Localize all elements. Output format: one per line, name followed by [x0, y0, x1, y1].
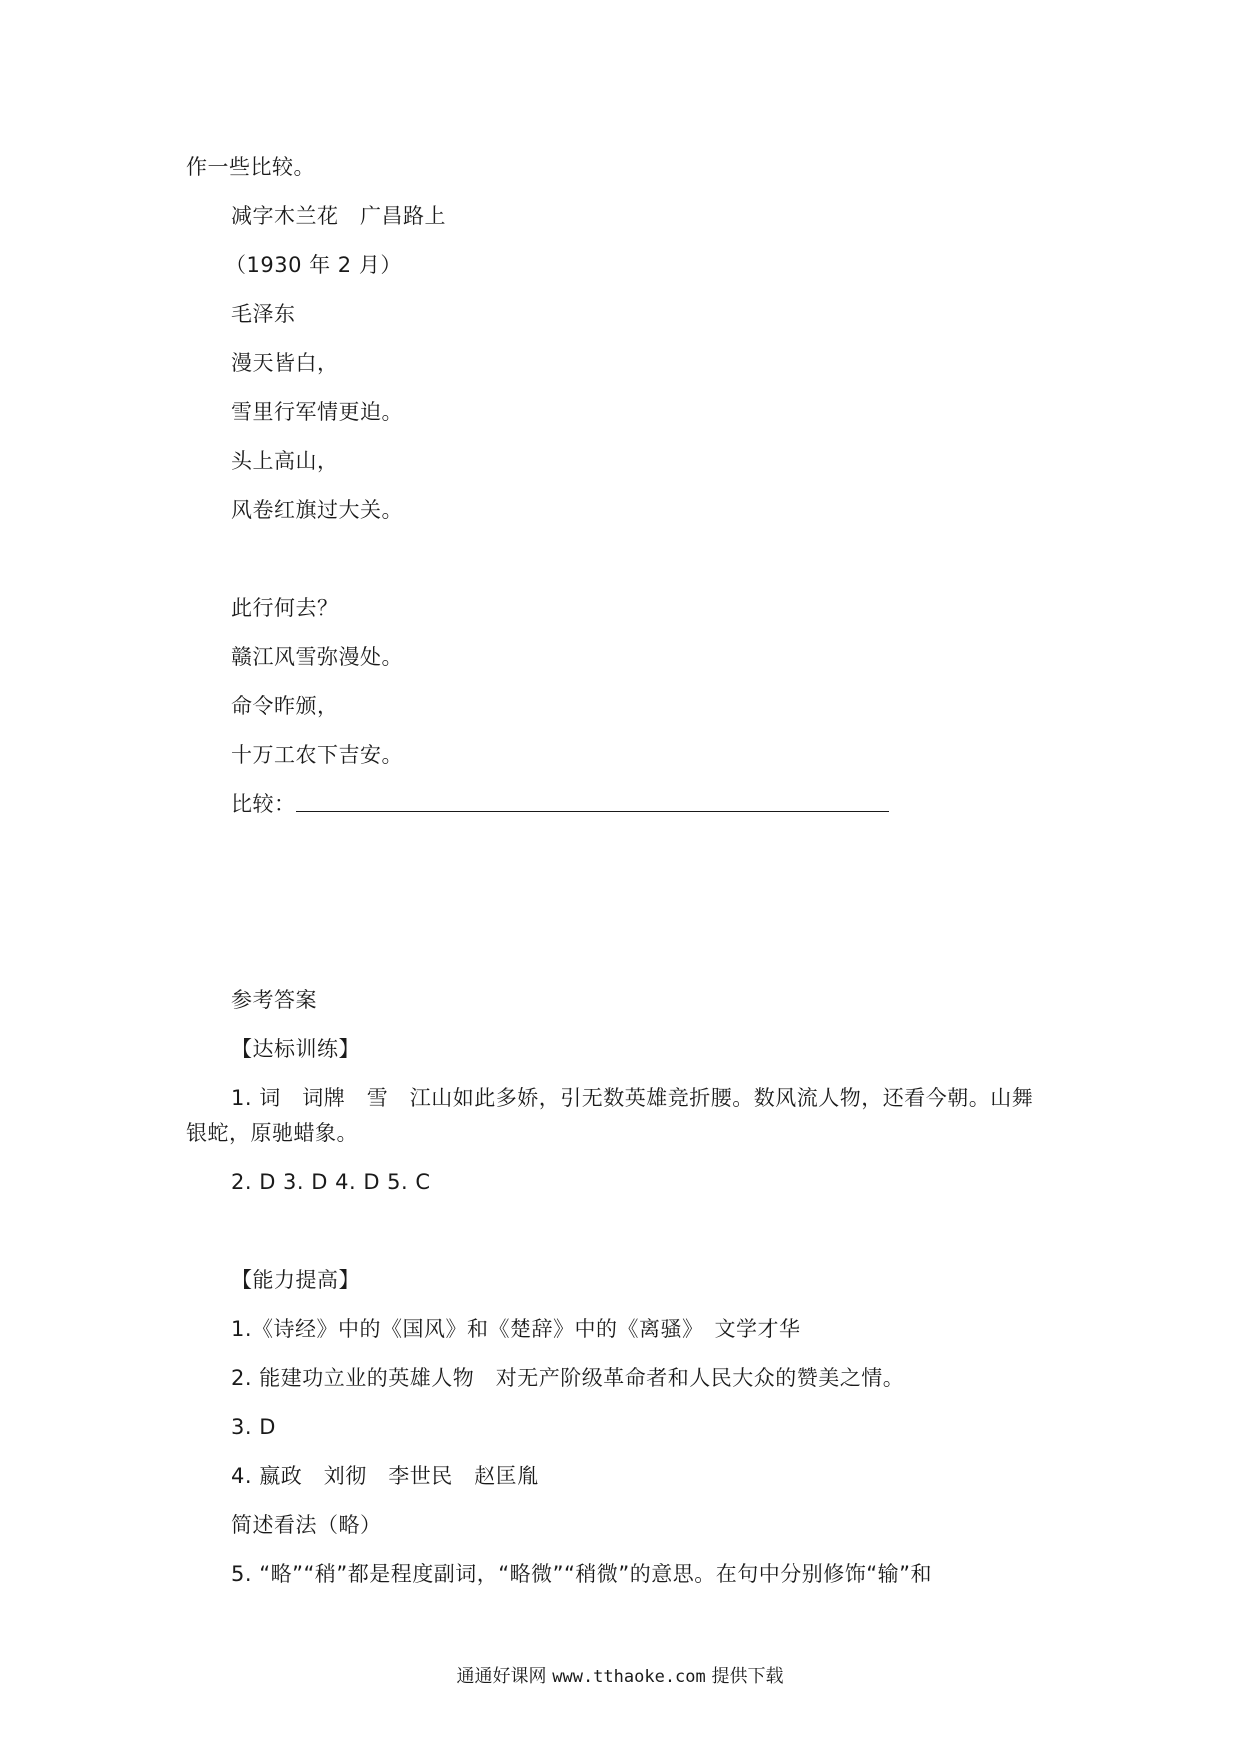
- compare-answer-blank: [296, 811, 889, 812]
- poem-line: 十万工农下吉安。: [231, 743, 403, 767]
- page-footer: [0, 1664, 1240, 1690]
- footer-suffix: 提供下载: [711, 1666, 784, 1687]
- poem-line: 雪里行军情更迫。: [231, 400, 403, 424]
- poem-line: 此行何去？: [231, 596, 339, 620]
- poem-author: 毛泽东: [231, 302, 296, 326]
- answer-item: 3. D: [231, 1415, 276, 1439]
- answer-item: 1. 词 词牌 雪 江山如此多娇，引无数英雄竞折腰。数风流人物，还看今朝。山舞: [231, 1086, 1034, 1110]
- answer-item: 1.《诗经》中的《国风》和《楚辞》中的《离骚》 文学才华: [231, 1317, 801, 1341]
- poem-title: 减字木兰花 广昌路上: [231, 204, 446, 228]
- poem-date: （1930 年 2 月）: [225, 253, 402, 277]
- compare-label: 比较：: [231, 792, 296, 816]
- poem-line: 漫天皆白，: [231, 351, 339, 375]
- intro-text: 作一些比较。: [186, 155, 315, 179]
- section-title-advanced: 【能力提高】: [231, 1268, 360, 1292]
- poem-line: 风卷红旗过大关。: [231, 498, 403, 522]
- poem-line: 头上高山，: [231, 449, 339, 473]
- answer-item: 简述看法（略）: [231, 1513, 382, 1537]
- answer-item: 5. “略”“稍”都是程度副词，“略微”“稍微”的意思。在句中分别修饰“输”和: [231, 1562, 933, 1586]
- answers-heading: 参考答案: [231, 988, 317, 1012]
- poem-line: 命令昨颁，: [231, 694, 339, 718]
- answer-item: 2. D 3. D 4. D 5. C: [231, 1170, 431, 1194]
- footer-site-link[interactable]: www.tthaoke.com: [552, 1667, 706, 1687]
- footer-brand: 通通好课网: [456, 1666, 547, 1687]
- section-title-basic: 【达标训练】: [231, 1037, 360, 1061]
- answer-item: 4. 嬴政 刘彻 李世民 赵匡胤: [231, 1464, 539, 1488]
- answer-item-continued: 银蛇，原驰蜡象。: [186, 1121, 358, 1145]
- poem-line: 赣江风雪弥漫处。: [231, 645, 403, 669]
- answer-item: 2. 能建功立业的英雄人物 对无产阶级革命者和人民大众的赞美之情。: [231, 1366, 905, 1390]
